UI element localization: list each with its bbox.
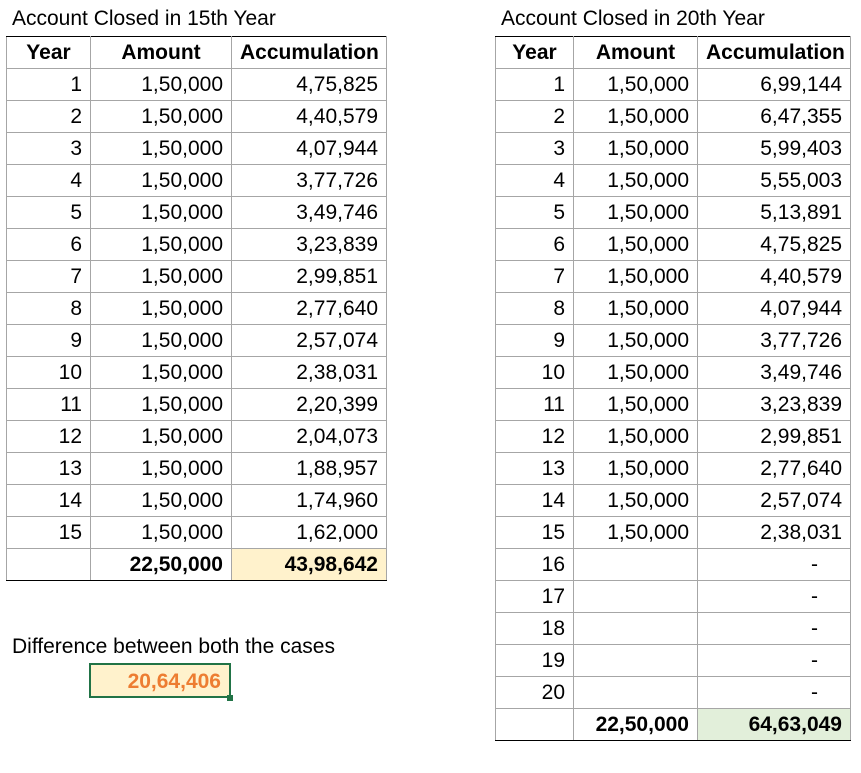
accumulation-cell[interactable]: 4,40,579 (232, 101, 387, 133)
year-cell[interactable]: 20 (496, 677, 574, 709)
total-accumulation-cell[interactable]: 43,98,642 (232, 549, 387, 581)
amount-cell[interactable]: 1,50,000 (91, 453, 232, 485)
table-row (496, 197, 851, 229)
amount-cell[interactable]: 1,50,000 (91, 197, 232, 229)
total-accumulation-cell[interactable]: 64,63,049 (698, 709, 851, 741)
right-table-title: Account Closed in 20th Year (501, 7, 765, 30)
amount-header[interactable]: Amount (91, 37, 232, 69)
year-cell[interactable]: 16 (496, 549, 574, 581)
year-cell[interactable]: 1 (496, 69, 574, 101)
amount-cell[interactable]: 1,50,000 (91, 325, 232, 357)
amount-cell[interactable]: 1,50,000 (574, 389, 698, 421)
accumulation-cell[interactable]: 5,55,003 (698, 165, 851, 197)
accumulation-cell[interactable]: 6,47,355 (698, 101, 851, 133)
accumulation-cell[interactable]: - (698, 549, 851, 581)
year-cell[interactable]: 5 (7, 197, 91, 229)
accumulation-cell[interactable]: 3,49,746 (232, 197, 387, 229)
total-row (7, 549, 387, 581)
accumulation-cell[interactable]: 4,75,825 (698, 229, 851, 261)
table-row (7, 485, 387, 517)
total-amount-cell[interactable]: 22,50,000 (91, 549, 232, 581)
table-row (496, 133, 851, 165)
accumulation-cell[interactable]: 2,99,851 (698, 421, 851, 453)
header-row (7, 37, 387, 69)
year-cell[interactable]: 18 (496, 613, 574, 645)
fill-handle[interactable] (227, 695, 233, 701)
accumulation-cell[interactable]: 2,99,851 (232, 261, 387, 293)
amount-cell[interactable]: 1,50,000 (574, 229, 698, 261)
year-cell[interactable]: 2 (7, 101, 91, 133)
year-cell[interactable]: 13 (7, 453, 91, 485)
table-row (7, 261, 387, 293)
year-cell[interactable]: 4 (7, 165, 91, 197)
amount-cell[interactable]: 1,50,000 (574, 357, 698, 389)
year-cell[interactable]: 8 (496, 293, 574, 325)
year-cell[interactable]: 6 (7, 229, 91, 261)
amount-cell[interactable]: 1,50,000 (574, 421, 698, 453)
amount-cell[interactable]: 1,50,000 (574, 261, 698, 293)
accumulation-cell[interactable]: 1,62,000 (232, 517, 387, 549)
table-row (496, 293, 851, 325)
table-row (496, 261, 851, 293)
accumulation-cell[interactable]: 2,04,073 (232, 421, 387, 453)
year-cell[interactable]: 9 (496, 325, 574, 357)
year-cell[interactable]: 10 (496, 357, 574, 389)
accumulation-cell[interactable]: - (698, 677, 851, 709)
amount-cell[interactable]: 1,50,000 (91, 165, 232, 197)
amount-cell[interactable]: 1,50,000 (574, 517, 698, 549)
accumulation-header[interactable]: Accumulation (698, 37, 851, 69)
accumulation-cell[interactable]: 3,23,839 (698, 389, 851, 421)
accumulation-cell[interactable]: 2,77,640 (232, 293, 387, 325)
amount-cell[interactable]: 1,50,000 (91, 517, 232, 549)
right-accumulation-table (495, 36, 851, 741)
amount-cell[interactable]: 1,50,000 (91, 293, 232, 325)
table-row (496, 677, 851, 709)
amount-cell[interactable]: 1,50,000 (91, 357, 232, 389)
table-row (496, 517, 851, 549)
year-cell[interactable]: 4 (496, 165, 574, 197)
table-row (7, 389, 387, 421)
total-amount-cell[interactable]: 22,50,000 (574, 709, 698, 741)
accumulation-cell[interactable]: 1,88,957 (232, 453, 387, 485)
table-row (496, 581, 851, 613)
table-row (496, 549, 851, 581)
accumulation-header[interactable]: Accumulation (232, 37, 387, 69)
table-row (7, 101, 387, 133)
accumulation-cell[interactable]: 1,74,960 (232, 485, 387, 517)
accumulation-cell[interactable]: 2,38,031 (232, 357, 387, 389)
accumulation-cell[interactable]: 3,77,726 (698, 325, 851, 357)
year-cell[interactable]: 11 (7, 389, 91, 421)
table-row (496, 325, 851, 357)
accumulation-cell[interactable]: 2,57,074 (232, 325, 387, 357)
table-row (496, 389, 851, 421)
year-cell[interactable]: 12 (496, 421, 574, 453)
amount-header[interactable]: Amount (574, 37, 698, 69)
amount-cell[interactable]: 1,50,000 (91, 261, 232, 293)
table-row (496, 485, 851, 517)
year-cell[interactable]: 3 (7, 133, 91, 165)
total-row (496, 709, 851, 741)
amount-cell[interactable]: 1,50,000 (91, 101, 232, 133)
amount-cell[interactable]: 1,50,000 (91, 229, 232, 261)
amount-cell[interactable]: 1,50,000 (574, 485, 698, 517)
table-row (496, 69, 851, 101)
year-cell[interactable]: 2 (496, 101, 574, 133)
table-row (7, 165, 387, 197)
accumulation-cell[interactable]: 3,49,746 (698, 357, 851, 389)
year-cell[interactable]: 12 (7, 421, 91, 453)
amount-cell[interactable]: 1,50,000 (574, 165, 698, 197)
year-cell[interactable]: 9 (7, 325, 91, 357)
amount-cell[interactable]: 1,50,000 (574, 293, 698, 325)
accumulation-cell[interactable]: 6,99,144 (698, 69, 851, 101)
amount-cell[interactable]: 1,50,000 (91, 389, 232, 421)
table-row (496, 357, 851, 389)
difference-label: Difference between both the cases (12, 635, 335, 658)
amount-cell[interactable]: 1,50,000 (574, 453, 698, 485)
year-header[interactable]: Year (496, 37, 574, 69)
total-blank-cell[interactable] (7, 549, 91, 581)
table-row (496, 645, 851, 677)
year-cell[interactable]: 15 (7, 517, 91, 549)
left-table-title: Account Closed in 15th Year (12, 7, 276, 30)
accumulation-cell[interactable]: - (698, 581, 851, 613)
table-row (7, 133, 387, 165)
header-row (496, 37, 851, 69)
table-row (7, 229, 387, 261)
table-row (496, 101, 851, 133)
accumulation-cell[interactable]: 2,57,074 (698, 485, 851, 517)
year-cell[interactable]: 14 (496, 485, 574, 517)
amount-cell[interactable] (574, 581, 698, 613)
amount-cell[interactable]: 1,50,000 (574, 69, 698, 101)
accumulation-cell[interactable]: - (698, 645, 851, 677)
amount-cell[interactable]: 1,50,000 (574, 101, 698, 133)
amount-cell[interactable]: 1,50,000 (91, 133, 232, 165)
table-row (7, 293, 387, 325)
year-cell[interactable]: 19 (496, 645, 574, 677)
amount-cell[interactable]: 1,50,000 (91, 69, 232, 101)
year-cell[interactable]: 5 (496, 197, 574, 229)
amount-cell[interactable] (574, 645, 698, 677)
table-row (7, 325, 387, 357)
table-row (496, 229, 851, 261)
table-row (496, 421, 851, 453)
amount-cell[interactable] (574, 613, 698, 645)
accumulation-cell[interactable]: 5,99,403 (698, 133, 851, 165)
accumulation-cell[interactable]: 2,38,031 (698, 517, 851, 549)
table-row (7, 517, 387, 549)
amount-cell[interactable]: 1,50,000 (91, 421, 232, 453)
year-cell[interactable]: 7 (496, 261, 574, 293)
year-cell[interactable]: 7 (7, 261, 91, 293)
amount-cell[interactable]: 1,50,000 (574, 133, 698, 165)
year-cell[interactable]: 10 (7, 357, 91, 389)
year-cell[interactable]: 6 (496, 229, 574, 261)
amount-cell[interactable]: 1,50,000 (91, 485, 232, 517)
total-blank-cell[interactable] (496, 709, 574, 741)
table-row (7, 453, 387, 485)
amount-cell[interactable]: 1,50,000 (574, 197, 698, 229)
accumulation-cell[interactable]: 2,20,399 (232, 389, 387, 421)
accumulation-cell[interactable]: 2,77,640 (698, 453, 851, 485)
accumulation-cell[interactable]: 3,77,726 (232, 165, 387, 197)
amount-cell[interactable]: 1,50,000 (574, 325, 698, 357)
year-cell[interactable]: 13 (496, 453, 574, 485)
accumulation-cell[interactable]: 5,13,891 (698, 197, 851, 229)
year-cell[interactable]: 1 (7, 69, 91, 101)
table-row (7, 197, 387, 229)
accumulation-cell[interactable]: 4,40,579 (698, 261, 851, 293)
table-row (496, 613, 851, 645)
year-cell[interactable]: 14 (7, 485, 91, 517)
accumulation-cell[interactable]: 3,23,839 (232, 229, 387, 261)
accumulation-cell[interactable]: 4,75,825 (232, 69, 387, 101)
table-row (496, 165, 851, 197)
year-cell[interactable]: 17 (496, 581, 574, 613)
accumulation-cell[interactable]: 4,07,944 (232, 133, 387, 165)
difference-value-cell[interactable]: 20,64,406 (89, 663, 231, 698)
table-row (7, 421, 387, 453)
accumulation-cell[interactable]: 4,07,944 (698, 293, 851, 325)
accumulation-cell[interactable]: - (698, 613, 851, 645)
amount-cell[interactable] (574, 677, 698, 709)
year-cell[interactable]: 15 (496, 517, 574, 549)
amount-cell[interactable] (574, 549, 698, 581)
year-cell[interactable]: 11 (496, 389, 574, 421)
table-row (7, 357, 387, 389)
year-header[interactable]: Year (7, 37, 91, 69)
table-row (7, 69, 387, 101)
year-cell[interactable]: 3 (496, 133, 574, 165)
table-row (496, 453, 851, 485)
left-accumulation-table (6, 36, 387, 581)
year-cell[interactable]: 8 (7, 293, 91, 325)
